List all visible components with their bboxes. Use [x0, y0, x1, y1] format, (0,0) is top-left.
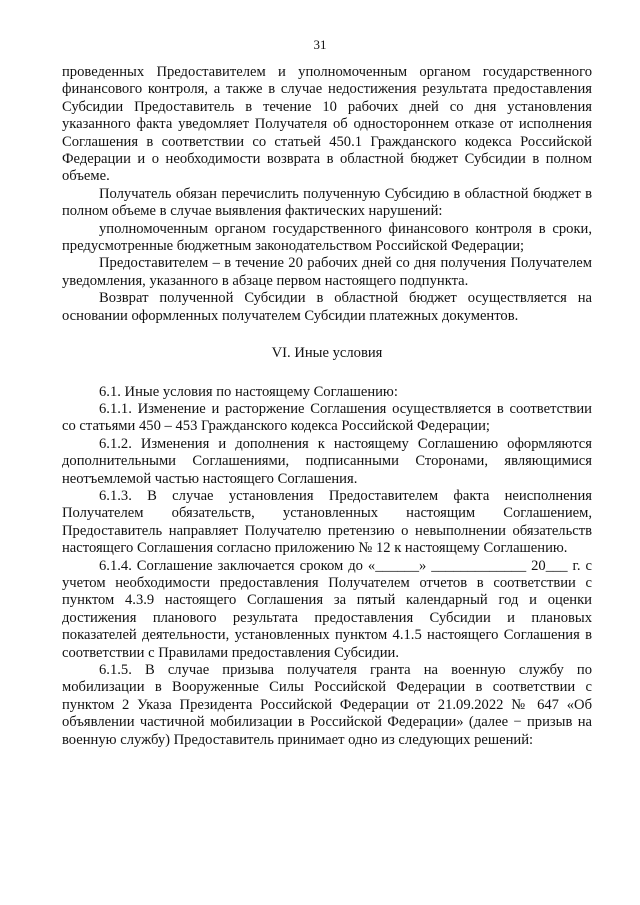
paragraph: 6.1.2. Изменения и дополнения к настоящему Соглашению оформляются дополнительными Соглашениями, подписанными Сторонами, являющимися неотъемлемой частью настоящего Соглашения.	[62, 435, 592, 487]
paragraph: уполномоченным органом государственного финансового контроля в сроки, предусмотренные бюджетным законодательством Российской Федерации;	[62, 220, 592, 255]
section-heading: VI. Иные условия	[271, 345, 383, 362]
paragraph: Предоставителем – в течение 20 рабочих дней со дня получения Получателем уведомления, указанного в абзаце первом настоящего подпункта.	[62, 255, 592, 289]
document-body	[62, 64, 592, 749]
page-number: 31	[313, 37, 327, 52]
paragraph: проведенных Предоставителем и уполномоченным органом государственного финансового контроля, а также в случае недостижения результата предоставления Субсидии Предоставитель в течение 10 рабочих дней со дня установления указанного факта уведомляет Получателя об одностороннем отказе от исполнения Соглашения в соответствии со статьей 450.1 Гражданского кодекса Российской Федерации и о необходимости возврата в областной бюджет Субсидии в полном объеме.	[62, 64, 592, 185]
paragraph: Получатель обязан перечислить полученную Субсидию в областной бюджет в полном объеме в случае выявления фактических нарушений:	[62, 185, 592, 220]
paragraph: 6.1.3. В случае установления Предоставителем факта неисполнения Получателем обязательств, установленных настоящим Соглашением, Предоставитель направляет Получателю претензию о невыполнении обязательств настоящего Соглашения согласно приложению № 12 к настоящему Соглашению.	[62, 487, 592, 557]
paragraph: 6.1.1. Изменение и расторжение Соглашения осуществляется в соответствии со статьями 450 – 453 Гражданского кодекса Российской Федерации;	[62, 400, 592, 435]
paragraph: Возврат полученной Субсидии в областной бюджет осуществляется на основании оформленных получателем Субсидии платежных документов.	[62, 290, 592, 324]
paragraph: 6.1.5. В случае призыва получателя гранта на военную службу по мобилизации в Вооруженные Силы Российской Федерации в соответствии с пунктом 2 Указа Президента Российской Федерации от 21.09.2022 № 647 «Об объявлении частичной мобилизации в Российской Федерации» (далее − призыв на военную службу) Предоставитель принимает одно из следующих решений:	[62, 662, 592, 748]
paragraph: 6.1.4. Соглашение заключается сроком до «______» _____________ 20___ г. с учетом необходимости предоставления Получателем отчетов в соответствии с пунктом 4.3.9 настоящего Соглашения за пятый календарный год и оценки достижения планового результата предоставления Субсидии и плановых показателей деятельности, установленных пунктом 4.1.5 настоящего Соглашения в соответствии с Правилами предоставления Субсидии.	[62, 557, 592, 661]
paragraph: 6.1. Иные условия по настоящему Соглашению:	[99, 383, 398, 400]
